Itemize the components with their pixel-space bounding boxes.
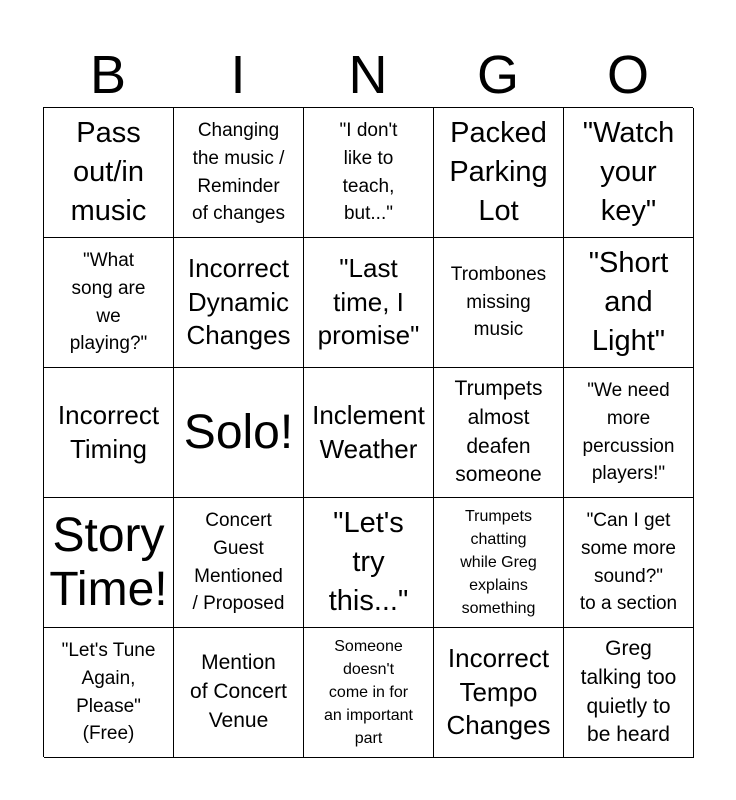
bingo-cell-text: Solo! bbox=[183, 405, 294, 459]
bingo-cell-r1c1[interactable] bbox=[44, 108, 174, 238]
bingo-cell-r3c4[interactable] bbox=[434, 368, 564, 498]
bingo-cell-r1c5[interactable] bbox=[564, 108, 694, 238]
bingo-cell-r5c4[interactable] bbox=[434, 628, 564, 758]
header-letter-o: O bbox=[606, 45, 649, 105]
bingo-cell-r5c5[interactable] bbox=[564, 628, 694, 758]
bingo-cell-text: "Let's Tune Again, Please" (Free) bbox=[61, 640, 156, 745]
bingo-cell-text: Incorrect Tempo Changes bbox=[446, 642, 551, 741]
bingo-cell-r4c1[interactable] bbox=[44, 498, 174, 628]
bingo-cell-r3c3[interactable] bbox=[304, 368, 434, 498]
bingo-cell-text: Trumpets almost deafen someone bbox=[454, 376, 543, 487]
bingo-cell-text: Someone doesn't come in for an important part bbox=[324, 637, 413, 748]
bingo-cell-r1c4[interactable] bbox=[434, 108, 564, 238]
bingo-cell-text: "I don't like to teach, but..." bbox=[339, 120, 398, 225]
bingo-cell-text: Incorrect Timing bbox=[57, 399, 160, 464]
bingo-cell-text: "Can I get some more sound?" to a section bbox=[579, 510, 678, 615]
bingo-cell-r2c2[interactable] bbox=[174, 238, 304, 368]
bingo-cell-text: "What song are we playing?" bbox=[69, 250, 148, 355]
bingo-cell-r1c3[interactable] bbox=[304, 108, 434, 238]
bingo-cell-r4c2[interactable] bbox=[174, 498, 304, 628]
bingo-cell-text: Mention of Concert Venue bbox=[190, 651, 287, 732]
bingo-cell-text: Trumpets chatting while Greg explains something bbox=[460, 507, 537, 618]
bingo-cell-r3c5[interactable] bbox=[564, 368, 694, 498]
bingo-cell-text: "Last time, I promise" bbox=[317, 252, 420, 351]
bingo-cell-r4c4[interactable] bbox=[434, 498, 564, 628]
bingo-cell-r4c3[interactable] bbox=[304, 498, 434, 628]
bingo-header bbox=[43, 44, 693, 106]
bingo-cell-text: Incorrect Dynamic Changes bbox=[186, 252, 291, 351]
header-letter-g: G bbox=[476, 45, 519, 105]
bingo-cell-text: "Let's try this..." bbox=[328, 507, 409, 617]
bingo-cell-text: Changing the music / Reminder of changes bbox=[192, 120, 285, 225]
bingo-cell-r3c2[interactable] bbox=[174, 368, 304, 498]
bingo-cell-text: Inclement Weather bbox=[312, 399, 425, 464]
bingo-cell-text: Pass out/in music bbox=[70, 117, 147, 227]
bingo-cell-r1c2[interactable] bbox=[174, 108, 304, 238]
bingo-cell-r2c5[interactable] bbox=[564, 238, 694, 368]
bingo-cell-r3c1[interactable] bbox=[44, 368, 174, 498]
bingo-cell-r2c1[interactable] bbox=[44, 238, 174, 368]
bingo-cell-text: Trombones missing music bbox=[450, 264, 547, 341]
bingo-cell-r5c1[interactable] bbox=[44, 628, 174, 758]
bingo-cell-text: "Watch your key" bbox=[582, 117, 675, 227]
bingo-cell-text: Greg talking too quietly to be heard bbox=[580, 636, 677, 747]
bingo-cell-r5c2[interactable] bbox=[174, 628, 304, 758]
bingo-cell-text: "Short and Light" bbox=[588, 247, 669, 357]
header-letter-b: B bbox=[89, 45, 127, 105]
bingo-board bbox=[43, 107, 693, 757]
bingo-cell-text: Concert Guest Mentioned / Proposed bbox=[192, 510, 285, 615]
bingo-cell-text: Packed Parking Lot bbox=[449, 117, 548, 227]
bingo-cell-r2c4[interactable] bbox=[434, 238, 564, 368]
bingo-cell-text: "We need more percussion players!" bbox=[582, 380, 675, 485]
header-letter-i: I bbox=[230, 45, 246, 105]
bingo-cell-r4c5[interactable] bbox=[564, 498, 694, 628]
header-letter-n: N bbox=[348, 45, 388, 105]
bingo-cell-r5c3[interactable] bbox=[304, 628, 434, 758]
bingo-cell-r2c3[interactable] bbox=[304, 238, 434, 368]
bingo-cell-text: Story Time! bbox=[49, 508, 168, 616]
